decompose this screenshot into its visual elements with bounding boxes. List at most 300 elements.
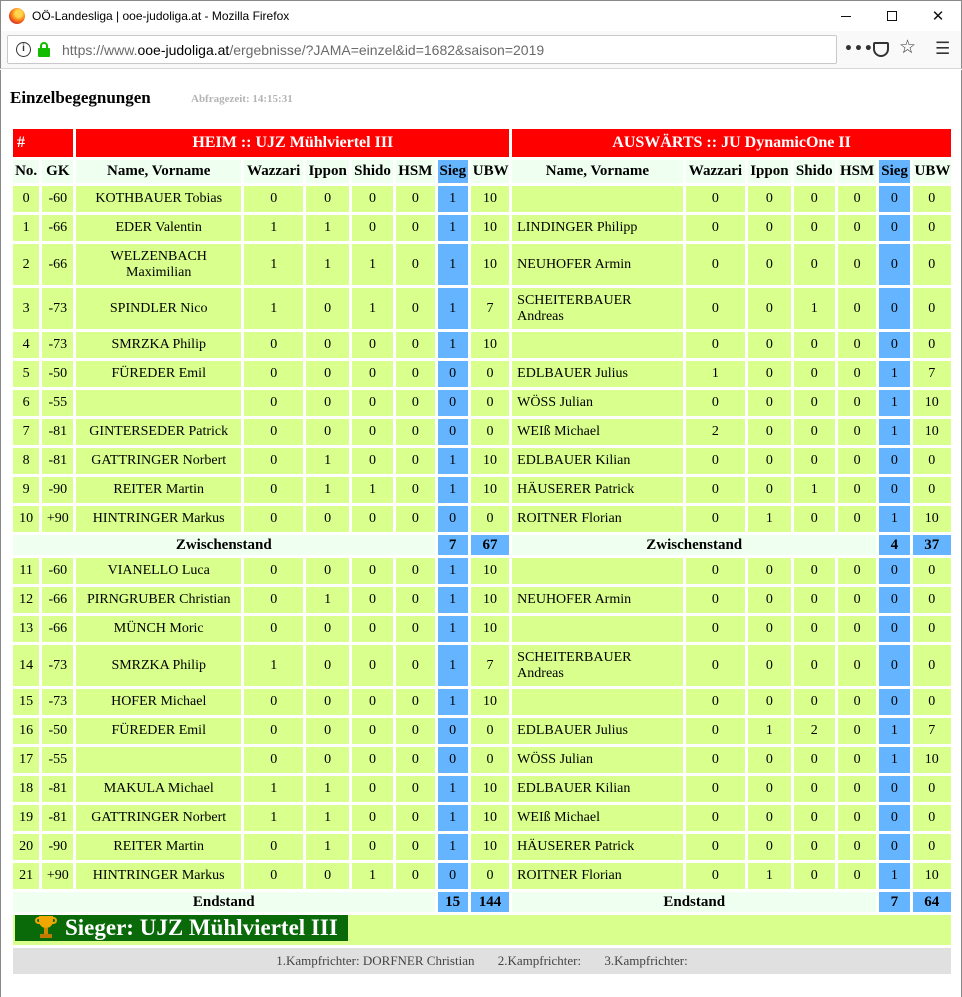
home-name: KOTHBAUER Tobias (76, 186, 240, 212)
away-sieg: 0 (879, 477, 909, 503)
away-shido: 0 (794, 506, 835, 532)
away-shido: 0 (794, 558, 835, 584)
home-ippon: 0 (306, 288, 348, 329)
home-ippon: 1 (306, 244, 348, 285)
away-ippon: 0 (748, 645, 790, 686)
away-sieg: 1 (879, 419, 909, 445)
winner-banner (15, 915, 348, 941)
home-team-header: HEIM :: UJZ Mühlviertel III (76, 129, 509, 157)
col-gk: GK (42, 160, 73, 183)
home-hsm: 0 (396, 288, 434, 329)
away-hsm: 0 (838, 863, 876, 889)
home-wazzari: 1 (244, 288, 304, 329)
away-sieg: 1 (879, 390, 909, 416)
away-ubw: 7 (913, 361, 951, 387)
home-wazzari: 0 (244, 186, 304, 212)
home-sieg: 1 (438, 558, 468, 584)
away-wazzari: 0 (686, 215, 746, 241)
fight-row (13, 448, 951, 474)
home-wazzari: 1 (244, 645, 304, 686)
home-wazzari: 0 (244, 332, 304, 358)
away-hsm: 0 (838, 747, 876, 773)
close-icon: ✕ (931, 8, 945, 25)
home-hsm: 0 (396, 616, 434, 642)
away-shido: 0 (794, 863, 835, 889)
away-hsm: 0 (838, 616, 876, 642)
away-shido: 0 (794, 244, 835, 285)
col-away-ippon: Ippon (748, 160, 790, 183)
fight-no: 13 (13, 616, 39, 642)
away-ippon: 1 (748, 506, 790, 532)
home-hsm: 0 (396, 332, 434, 358)
away-ubw: 0 (913, 776, 951, 802)
trophy-icon (35, 916, 57, 940)
window-titlebar (0, 0, 962, 31)
away-sieg: 0 (879, 645, 909, 686)
away-ippon: 0 (748, 244, 790, 285)
away-ubw: 0 (913, 215, 951, 241)
away-shido: 0 (794, 645, 835, 686)
final-away-label: Endstand (512, 892, 876, 912)
home-hsm: 0 (396, 215, 434, 241)
away-shido: 0 (794, 805, 835, 831)
home-ubw: 0 (471, 863, 509, 889)
home-wazzari: 0 (244, 747, 304, 773)
query-time: Abfragezeit: 14:15:31 (191, 93, 293, 105)
away-shido: 0 (794, 834, 835, 860)
home-ippon: 1 (306, 805, 348, 831)
away-sieg: 1 (879, 863, 909, 889)
col-away-name: Name, Vorname (512, 160, 683, 183)
away-wazzari: 0 (686, 448, 746, 474)
home-hsm: 0 (396, 506, 434, 532)
minimize-icon (841, 16, 851, 17)
home-sieg: 1 (438, 244, 468, 285)
fight-no: 5 (13, 361, 39, 387)
home-shido: 0 (352, 689, 393, 715)
interim-section (13, 535, 951, 555)
home-shido: 0 (352, 747, 393, 773)
home-wazzari: 0 (244, 558, 304, 584)
home-ubw: 10 (471, 616, 509, 642)
away-hsm: 0 (838, 244, 876, 285)
away-hsm: 0 (838, 718, 876, 744)
away-name (512, 616, 683, 642)
home-wazzari: 0 (244, 587, 304, 613)
away-ubw: 10 (913, 419, 951, 445)
away-hsm: 0 (838, 805, 876, 831)
away-ippon: 0 (748, 776, 790, 802)
home-wazzari: 1 (244, 244, 304, 285)
away-hsm: 0 (838, 288, 876, 329)
away-shido: 2 (794, 718, 835, 744)
away-hsm: 0 (838, 776, 876, 802)
home-ippon: 1 (306, 834, 348, 860)
home-sieg: 1 (438, 288, 468, 329)
away-shido: 0 (794, 776, 835, 802)
weight-class: +90 (42, 863, 73, 889)
home-sieg: 0 (438, 863, 468, 889)
away-ippon: 0 (748, 361, 790, 387)
weight-class: -66 (42, 587, 73, 613)
home-hsm: 0 (396, 834, 434, 860)
away-wazzari: 0 (686, 776, 746, 802)
home-sieg: 1 (438, 332, 468, 358)
home-shido: 0 (352, 332, 393, 358)
home-shido: 0 (352, 834, 393, 860)
fight-row (13, 863, 951, 889)
home-ubw: 10 (471, 332, 509, 358)
fight-no: 2 (13, 244, 39, 285)
fight-no: 21 (13, 863, 39, 889)
away-ubw: 0 (913, 689, 951, 715)
fight-row (13, 477, 951, 503)
fight-row (13, 332, 951, 358)
away-shido: 1 (794, 477, 835, 503)
away-ippon: 0 (748, 834, 790, 860)
home-hsm: 0 (396, 419, 434, 445)
home-ubw: 7 (471, 288, 509, 329)
home-shido: 0 (352, 361, 393, 387)
away-wazzari: 0 (686, 506, 746, 532)
fight-row (13, 616, 951, 642)
col-no: No. (13, 160, 39, 183)
home-shido: 0 (352, 718, 393, 744)
away-ubw: 10 (913, 390, 951, 416)
home-ubw: 10 (471, 244, 509, 285)
fight-row (13, 506, 951, 532)
home-hsm: 0 (396, 776, 434, 802)
away-name (512, 558, 683, 584)
home-wazzari: 0 (244, 448, 304, 474)
results-table (10, 126, 954, 977)
away-shido: 0 (794, 186, 835, 212)
home-name: GINTERSEDER Patrick (76, 419, 240, 445)
away-sieg: 0 (879, 558, 909, 584)
away-hsm: 0 (838, 390, 876, 416)
home-sieg: 0 (438, 747, 468, 773)
away-wazzari: 0 (686, 186, 746, 212)
home-shido: 0 (352, 616, 393, 642)
away-sieg: 0 (879, 587, 909, 613)
away-ippon: 0 (748, 390, 790, 416)
col-home-name: Name, Vorname (76, 160, 240, 183)
home-name (76, 390, 240, 416)
home-ubw: 0 (471, 361, 509, 387)
home-ippon: 1 (306, 587, 348, 613)
home-shido: 1 (352, 477, 393, 503)
home-name: SMRZKA Philip (76, 645, 240, 686)
home-ippon: 1 (306, 477, 348, 503)
home-name: SPINDLER Nico (76, 288, 240, 329)
away-sieg: 0 (879, 834, 909, 860)
home-sieg: 1 (438, 689, 468, 715)
home-hsm: 0 (396, 244, 434, 285)
home-ippon: 0 (306, 419, 348, 445)
fight-no: 9 (13, 477, 39, 503)
fight-row (13, 215, 951, 241)
away-name: EDLBAUER Julius (512, 718, 683, 744)
weight-class: -90 (42, 834, 73, 860)
away-hsm: 0 (838, 361, 876, 387)
fight-row (13, 390, 951, 416)
away-ippon: 1 (748, 718, 790, 744)
hamburger-menu-icon[interactable]: ☰ (935, 39, 951, 59)
away-name: EDLBAUER Kilian (512, 448, 683, 474)
home-ippon: 0 (306, 645, 348, 686)
hash-header: # (13, 129, 73, 157)
home-shido: 0 (352, 506, 393, 532)
fight-no: 16 (13, 718, 39, 744)
home-sieg: 0 (438, 419, 468, 445)
home-name: HINTRINGER Markus (76, 506, 240, 532)
fight-row (13, 805, 951, 831)
home-ubw: 10 (471, 186, 509, 212)
away-hsm: 0 (838, 186, 876, 212)
winner-text: Sieger: UJZ Mühlviertel III (65, 915, 338, 940)
home-name (76, 747, 240, 773)
away-wazzari: 0 (686, 332, 746, 358)
away-ippon: 0 (748, 186, 790, 212)
home-sieg: 0 (438, 506, 468, 532)
referee-row (13, 948, 951, 974)
home-sieg: 1 (438, 616, 468, 642)
fight-no: 17 (13, 747, 39, 773)
home-wazzari: 0 (244, 718, 304, 744)
home-ubw: 0 (471, 390, 509, 416)
away-sieg: 1 (879, 361, 909, 387)
info-icon[interactable]: i (16, 42, 31, 57)
away-ubw: 0 (913, 186, 951, 212)
weight-class: -66 (42, 616, 73, 642)
away-ubw: 0 (913, 477, 951, 503)
col-home-hsm: HSM (396, 160, 434, 183)
weight-class: -55 (42, 390, 73, 416)
fight-row (13, 361, 951, 387)
home-wazzari: 0 (244, 689, 304, 715)
fight-row (13, 645, 951, 686)
away-hsm: 0 (838, 448, 876, 474)
home-name: FÜREDER Emil (76, 718, 240, 744)
home-ippon: 0 (306, 616, 348, 642)
away-hsm: 0 (838, 215, 876, 241)
weight-class: -66 (42, 244, 73, 285)
home-ippon: 0 (306, 506, 348, 532)
weight-class: -81 (42, 776, 73, 802)
home-name: WELZENBACH Maximilian (76, 244, 240, 285)
window-title: OÖ-Landesliga | ooe-judoliga.at - Mozilla Firefox (32, 9, 290, 23)
fight-no: 15 (13, 689, 39, 715)
page-actions-icon[interactable]: ••• (844, 41, 874, 57)
away-wazzari: 0 (686, 747, 746, 773)
away-hsm: 0 (838, 477, 876, 503)
home-ippon: 0 (306, 747, 348, 773)
home-ippon: 0 (306, 718, 348, 744)
fight-no: 3 (13, 288, 39, 329)
fight-row (13, 747, 951, 773)
away-shido: 1 (794, 288, 835, 329)
weight-class: -73 (42, 645, 73, 686)
away-shido: 0 (794, 689, 835, 715)
weight-class: -81 (42, 448, 73, 474)
away-ubw: 0 (913, 616, 951, 642)
away-hsm: 0 (838, 332, 876, 358)
home-wazzari: 0 (244, 361, 304, 387)
interim-home-label: Zwischenstand (13, 535, 435, 555)
home-ippon: 0 (306, 558, 348, 584)
referee-2: 2.Kampfrichter: (497, 953, 582, 968)
winner-cell (13, 915, 951, 945)
lock-icon[interactable] (38, 42, 50, 57)
away-name: WÖSS Julian (512, 747, 683, 773)
final-away-sieg: 7 (879, 892, 909, 912)
fight-row (13, 776, 951, 802)
weight-class: -73 (42, 332, 73, 358)
home-wazzari: 0 (244, 477, 304, 503)
away-sieg: 0 (879, 186, 909, 212)
away-sieg: 0 (879, 776, 909, 802)
away-ubw: 0 (913, 558, 951, 584)
away-team-header: AUSWÄRTS :: JU DynamicOne II (512, 129, 951, 157)
url-bar[interactable] (7, 35, 837, 64)
page-title: Einzelbegegnungen (10, 88, 151, 107)
away-ubw: 10 (913, 863, 951, 889)
away-name: SCHEITERBAUER Andreas (512, 645, 683, 686)
col-away-sieg: Sieg (879, 160, 909, 183)
away-name: ROITNER Florian (512, 506, 683, 532)
interim-home-ubw: 67 (471, 535, 509, 555)
home-ubw: 10 (471, 834, 509, 860)
home-shido: 0 (352, 587, 393, 613)
away-name: SCHEITERBAUER Andreas (512, 288, 683, 329)
away-ubw: 0 (913, 834, 951, 860)
fight-row (13, 718, 951, 744)
interim-away-label: Zwischenstand (512, 535, 876, 555)
col-away-shido: Shido (794, 160, 835, 183)
home-shido: 1 (352, 288, 393, 329)
home-wazzari: 0 (244, 616, 304, 642)
away-name (512, 332, 683, 358)
home-wazzari: 0 (244, 419, 304, 445)
home-ubw: 7 (471, 645, 509, 686)
weight-class: -81 (42, 419, 73, 445)
final-home-ubw: 144 (471, 892, 509, 912)
home-sieg: 0 (438, 361, 468, 387)
away-name: NEUHOFER Armin (512, 587, 683, 613)
away-ubw: 7 (913, 718, 951, 744)
winner-row (13, 915, 951, 945)
home-sieg: 1 (438, 645, 468, 686)
home-hsm: 0 (396, 587, 434, 613)
home-shido: 0 (352, 215, 393, 241)
maximize-button[interactable] (869, 1, 915, 31)
interim-away-sieg: 4 (879, 535, 909, 555)
away-ubw: 0 (913, 332, 951, 358)
close-button[interactable] (915, 1, 961, 31)
fight-no: 18 (13, 776, 39, 802)
away-ippon: 0 (748, 448, 790, 474)
home-shido: 1 (352, 863, 393, 889)
minimize-button[interactable] (823, 1, 869, 31)
weight-class: -60 (42, 186, 73, 212)
away-sieg: 0 (879, 448, 909, 474)
home-hsm: 0 (396, 718, 434, 744)
pocket-icon[interactable] (873, 42, 889, 57)
home-hsm: 0 (396, 390, 434, 416)
home-name: FÜREDER Emil (76, 361, 240, 387)
home-hsm: 0 (396, 448, 434, 474)
weight-class: -50 (42, 718, 73, 744)
home-hsm: 0 (396, 689, 434, 715)
fight-row (13, 244, 951, 285)
home-ubw: 0 (471, 419, 509, 445)
away-hsm: 0 (838, 506, 876, 532)
bookmark-star-icon[interactable]: ☆ (899, 36, 917, 58)
home-ippon: 1 (306, 215, 348, 241)
away-ippon: 0 (748, 689, 790, 715)
away-name (512, 689, 683, 715)
away-hsm: 0 (838, 419, 876, 445)
away-shido: 0 (794, 390, 835, 416)
fight-no: 0 (13, 186, 39, 212)
away-shido: 0 (794, 332, 835, 358)
away-ippon: 0 (748, 419, 790, 445)
away-sieg: 1 (879, 718, 909, 744)
home-hsm: 0 (396, 558, 434, 584)
away-wazzari: 0 (686, 558, 746, 584)
away-ippon: 0 (748, 288, 790, 329)
weight-class: +90 (42, 506, 73, 532)
final-row (13, 892, 951, 912)
away-sieg: 0 (879, 244, 909, 285)
away-wazzari: 0 (686, 689, 746, 715)
away-name (512, 186, 683, 212)
home-shido: 0 (352, 448, 393, 474)
weight-class: -55 (42, 747, 73, 773)
away-shido: 0 (794, 448, 835, 474)
away-ippon: 0 (748, 477, 790, 503)
home-shido: 0 (352, 419, 393, 445)
fight-no: 14 (13, 645, 39, 686)
col-away-wazzari: Wazzari (686, 160, 746, 183)
away-name: EDLBAUER Kilian (512, 776, 683, 802)
fight-no: 19 (13, 805, 39, 831)
home-ubw: 10 (471, 689, 509, 715)
away-ubw: 0 (913, 645, 951, 686)
home-ippon: 0 (306, 361, 348, 387)
url-text[interactable] (62, 42, 544, 58)
away-wazzari: 0 (686, 390, 746, 416)
away-ubw: 10 (913, 506, 951, 532)
away-shido: 0 (794, 361, 835, 387)
url-host: ooe-judoliga.at (137, 42, 230, 58)
away-shido: 0 (794, 215, 835, 241)
away-ippon: 1 (748, 863, 790, 889)
final-section (13, 892, 951, 974)
away-name: WEIß Michael (512, 805, 683, 831)
fight-no: 4 (13, 332, 39, 358)
weight-class: -50 (42, 361, 73, 387)
fight-no: 7 (13, 419, 39, 445)
fight-row (13, 587, 951, 613)
referee-3: 3.Kampfrichter: (604, 953, 688, 968)
away-name: HÄUSERER Patrick (512, 477, 683, 503)
home-ubw: 10 (471, 448, 509, 474)
home-ippon: 0 (306, 689, 348, 715)
col-away-ubw: UBW (913, 160, 951, 183)
away-ubw: 0 (913, 448, 951, 474)
home-ippon: 1 (306, 776, 348, 802)
